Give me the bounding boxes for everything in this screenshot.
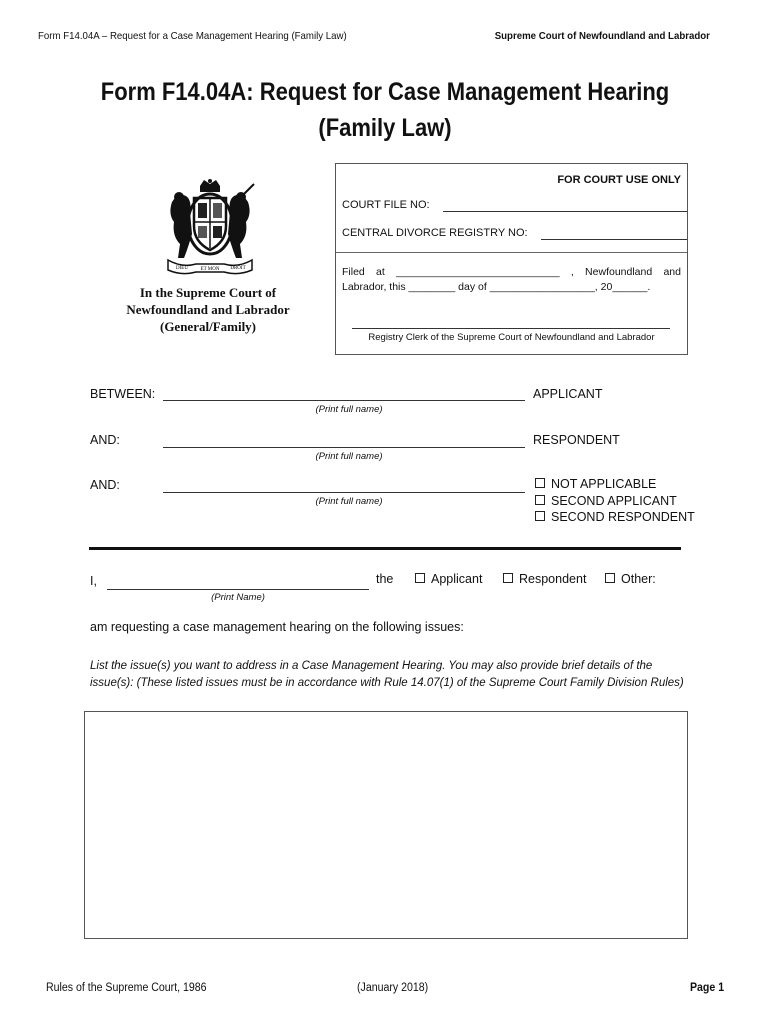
option-not-applicable[interactable] bbox=[535, 476, 695, 493]
header-court-name: Supreme Court of Newfoundland and Labrador bbox=[494, 30, 710, 42]
instructions-line-1: List the issue(s) you want to address in a Case Management Hearing. You may also provide brief details of the bbox=[90, 660, 653, 672]
checkbox-icon[interactable] bbox=[535, 478, 545, 488]
court-designation bbox=[108, 284, 308, 335]
page-title: Form F14.04A: Request for Case Management Hearing bbox=[100, 78, 670, 106]
third-party-options bbox=[535, 476, 695, 526]
option-label: SECOND RESPONDENT bbox=[551, 510, 695, 524]
the-label: the bbox=[376, 572, 394, 586]
applicant-name-field[interactable] bbox=[163, 400, 525, 401]
requester-name-caption: (Print Name) bbox=[211, 592, 265, 603]
between-label: BETWEEN: bbox=[90, 387, 156, 401]
option-label: Respondent bbox=[519, 572, 587, 586]
issues-text-area[interactable] bbox=[84, 711, 688, 939]
court-use-box bbox=[335, 163, 688, 355]
court-box-divider bbox=[336, 252, 687, 253]
issues-instructions bbox=[90, 658, 690, 692]
option-label: NOT APPLICABLE bbox=[551, 477, 657, 491]
motto-middle-text: ET MON bbox=[200, 267, 220, 272]
header-form-title: Form F14.04A – Request for a Case Management Hearing (Family Law) bbox=[38, 30, 347, 42]
court-line-3: (General/Family) bbox=[159, 319, 257, 334]
option-label: Applicant bbox=[431, 572, 483, 586]
respondent-role-label: RESPONDENT bbox=[533, 433, 620, 447]
option-second-respondent[interactable] bbox=[535, 509, 695, 526]
option-label: Other: bbox=[621, 572, 656, 586]
third-party-name-field[interactable] bbox=[163, 492, 525, 493]
respondent-name-field[interactable] bbox=[163, 447, 525, 448]
motto-right-text: DROIT bbox=[230, 266, 246, 271]
court-line-2: Newfoundland and Labrador bbox=[126, 302, 290, 317]
checkbox-icon[interactable] bbox=[503, 573, 513, 583]
respondent-name-caption: (Print full name) bbox=[315, 451, 383, 462]
court-file-no-field[interactable] bbox=[443, 211, 687, 212]
checkbox-icon[interactable] bbox=[605, 573, 615, 583]
registry-no-field[interactable] bbox=[541, 239, 687, 240]
instructions-line-2: issue(s): (These listed issues must be in accordance with Rule 14.07(1) of the Supreme Court Family Division Rules) bbox=[90, 677, 684, 689]
filed-date-line[interactable]: Labrador, this ________ day of __________________, 20______. bbox=[342, 281, 651, 293]
footer-rules: Rules of the Supreme Court, 1986 bbox=[46, 982, 207, 994]
i-label: I, bbox=[90, 574, 97, 588]
filed-at-line[interactable]: Filed at ____________________________ , Newfoundland and bbox=[342, 266, 681, 278]
section-divider bbox=[89, 547, 681, 550]
registry-clerk-signature-field[interactable] bbox=[352, 328, 670, 329]
registry-clerk-caption: Registry Clerk of the Supreme Court of Newfoundland and Labrador bbox=[368, 332, 655, 343]
footer-date: (January 2018) bbox=[357, 982, 429, 994]
page-subtitle: (Family Law) bbox=[318, 114, 452, 142]
royal-coat-of-arms-icon bbox=[162, 178, 258, 278]
requester-name-field[interactable] bbox=[107, 589, 369, 590]
court-line-1: In the Supreme Court of bbox=[139, 285, 277, 300]
third-party-name-caption: (Print full name) bbox=[315, 496, 383, 507]
checkbox-icon[interactable] bbox=[415, 573, 425, 583]
checkbox-icon[interactable] bbox=[535, 511, 545, 521]
and-label: AND: bbox=[90, 433, 120, 447]
registry-no-label: CENTRAL DIVORCE REGISTRY NO: bbox=[342, 227, 528, 239]
applicant-role-label: APPLICANT bbox=[533, 387, 603, 401]
footer-page-number: Page 1 bbox=[689, 982, 724, 994]
and-second-label: AND: bbox=[90, 478, 120, 492]
option-label: SECOND APPLICANT bbox=[551, 493, 677, 508]
option-second-applicant[interactable] bbox=[535, 493, 695, 510]
court-use-heading: FOR COURT USE ONLY bbox=[557, 174, 681, 186]
court-file-no-label: COURT FILE NO: bbox=[342, 199, 430, 211]
checkbox-icon[interactable] bbox=[535, 495, 545, 505]
applicant-name-caption: (Print full name) bbox=[315, 404, 383, 415]
requester-respondent-option[interactable] bbox=[503, 572, 586, 586]
request-statement: am requesting a case management hearing on the following issues: bbox=[90, 620, 464, 634]
requester-other-option[interactable] bbox=[605, 572, 656, 586]
requester-applicant-option[interactable] bbox=[415, 572, 482, 586]
motto-left-text: DIEU bbox=[176, 266, 188, 271]
